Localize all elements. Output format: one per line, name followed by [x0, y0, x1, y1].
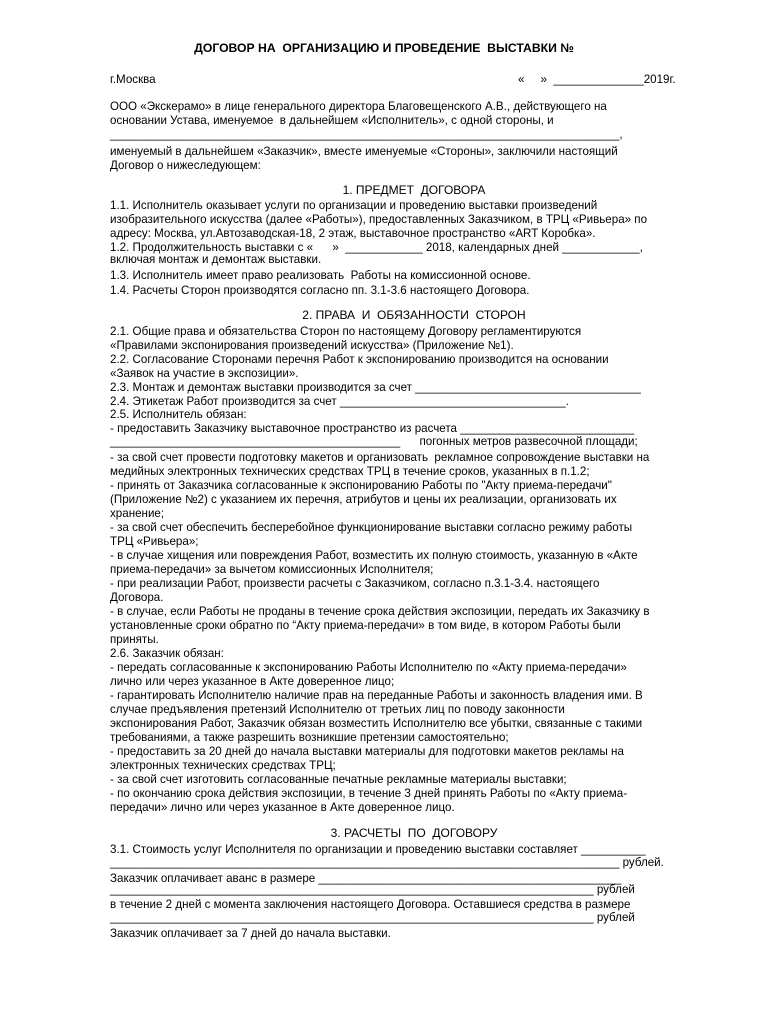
clause-line: в течение 2 дней с момента заключения настоящего Договора. Оставшиеся средства в размере: [110, 898, 631, 911]
clause-line: требованиями, а также разрешить возникшие претензии самостоятельно;: [110, 731, 509, 744]
document-title: ДОГОВОР НА ОРГАНИЗАЦИЮ И ПРОВЕДЕНИЕ ВЫСТАВКИ №: [194, 41, 574, 55]
clause-line: - предоставить за 20 дней до начала выставки материалы для подготовки макетов рекламы на: [110, 745, 624, 758]
preamble-line: именуемый в дальнейшем «Заказчик», вместе именуемые «Стороны», заключили настоящий: [110, 145, 618, 158]
clause-line: 2.1. Общие права и обязательства Сторон по настоящему Договору регламентируются: [110, 325, 582, 338]
contract-date: « » ______________2019г.: [518, 73, 676, 86]
clause-line: _____________________________________________ погонных метров развесочной площади;: [110, 435, 638, 448]
clause-line: - в случае, если Работы не проданы в течение срока действия экспозиции, передать их Заказчику в: [110, 605, 650, 618]
clause-line: передачи» лично или через указанное в Акте доверенное лицо.: [110, 801, 455, 814]
clause-line: - предоставить Заказчику выставочное пространство из расчета ___________________________: [110, 422, 635, 435]
clause-line: 1.4. Расчеты Сторон производятся согласно пп. 3.1-3.6 настоящего Договора.: [110, 284, 530, 297]
clause-line: - при реализации Работ, произвести расчеты с Заказчиком, согласно п.3.1-3.4. настоящего: [110, 577, 600, 590]
clause-line: 1.1. Исполнитель оказывает услуги по организации и проведению выставки произведений: [110, 199, 598, 212]
clause-line: 2.6. Заказчик обязан:: [110, 647, 224, 660]
clause-line: Договора.: [110, 591, 164, 604]
clause-line: 2.3. Монтаж и демонтаж выставки производится за счет ___________________________________: [110, 381, 641, 394]
city: г.Москва: [110, 73, 156, 86]
section-heading: 1. ПРЕДМЕТ ДОГОВОРА: [342, 183, 486, 197]
preamble-line: ООО «Экскерамо» в лице генерального директора Благовещенского А.В., действующего на: [110, 100, 607, 113]
clause-line: - по окончанию срока действия экспозиции, в течение 3 дней принять Работы по «Акту приема-: [110, 787, 628, 800]
clause-line: адресу: Москва, ул.Автозаводская-18, 2 этаж, выставочное пространство «ART Коробка».: [110, 227, 596, 240]
clause-line: 1.3. Исполнитель имеет право реализовать Работы на комиссионной основе.: [110, 269, 531, 282]
preamble-line: _______________________________________________________________________________,: [110, 128, 623, 141]
clause-line: «Правилами экспонирования произведений искусства» (Приложение №1).: [110, 339, 514, 352]
clause-line: ТРЦ «Ривьера»;: [110, 535, 199, 548]
clause-line: установленные сроки обратно по “Акту приема-передачи» в том виде, в котором Работы были: [110, 619, 621, 632]
clause-line: ___________________________________________________________________________ рублей: [110, 883, 635, 896]
clause-line: (Приложение №2) с указанием их перечня, атрибутов и цены их реализации, организовать их: [110, 493, 617, 506]
clause-line: приема-передачи» за вычетом комиссионных Исполнителя;: [110, 563, 434, 576]
clause-line: Заказчик оплачивает за 7 дней до начала выставки.: [110, 927, 391, 940]
clause-line: - передать согласованные к экспонированию Работы Исполнителю по «Акту приема-передачи»: [110, 661, 627, 674]
clause-line: - за свой счет провести подготовку макетов и организовать рекламное сопровождение выставки на: [110, 451, 650, 464]
clause-line: ___________________________________________________________________________ рублей: [110, 911, 635, 924]
clause-line: «Заявок на участие в экспозиции».: [110, 367, 299, 380]
clause-line: электронных технических средствах ТРЦ;: [110, 759, 336, 772]
clause-line: _______________________________________________________________________________ рублей.: [110, 856, 664, 869]
clause-line: - за свой счет обеспечить бесперебойное функционирование выставки согласно режиму работы: [110, 521, 633, 534]
clause-line: - гарантировать Исполнителю наличие прав на переданные Работы и законность владения ими. В: [110, 689, 643, 702]
clause-line: изобразительного искусства (далее «Работы»), предоставленных Заказчиком, в ТРЦ «Ривьера» по: [110, 213, 648, 226]
clause-line: включая монтаж и демонтаж выставки.: [110, 253, 322, 266]
clause-line: приняты.: [110, 633, 159, 646]
clause-line: медийных электронных технических средствах ТРЦ в течение сроков, указанных в п.1.2;: [110, 465, 590, 478]
clause-line: 1.2. Продолжительность выставки с « » ____________ 2018, календарных дней ____________,: [110, 241, 643, 254]
clause-line: - за свой счет изготовить согласованные печатные рекламные материалы выставки;: [110, 773, 567, 786]
clause-line: лично или через указанное в Акте доверенное лицо;: [110, 675, 395, 688]
clause-line: - в случае хищения или повреждения Работ, возместить их полную стоимость, указанную в «Акте: [110, 549, 638, 562]
section-heading: 2. ПРАВА И ОБЯЗАННОСТИ СТОРОН: [302, 308, 526, 322]
preamble-line: основании Устава, именуемое в дальнейшем «Исполнитель», с одной стороны, и: [110, 114, 554, 127]
section-heading: 3. РАСЧЕТЫ ПО ДОГОВОРУ: [330, 826, 498, 840]
clause-line: 3.1. Стоимость услуг Исполнителя по организации и проведению выставки составляет __________: [110, 843, 646, 856]
clause-line: - принять от Заказчика согласованные к экспонированию Работы по "Акту приема-передачи": [110, 479, 612, 492]
preamble-line: Договор о нижеследующем:: [110, 159, 261, 172]
clause-line: Заказчик оплачивает аванс в размере _______________________________________________: [110, 872, 622, 885]
clause-line: случае предъявления претензий Исполнителю от третьих лиц по поводу законности: [110, 703, 565, 716]
clause-line: экспонирования Работ, Заказчик обязан возместить Исполнителю все убытки, связанные с такими: [110, 717, 643, 730]
clause-line: 2.2. Согласование Сторонами перечня Работ к экспонированию производится на основании: [110, 353, 609, 366]
clause-line: хранение;: [110, 507, 165, 520]
clause-line: 2.5. Исполнитель обязан:: [110, 408, 247, 421]
clause-line: 2.4. Этикетаж Работ производится за счет ___________________________________.: [110, 395, 569, 408]
